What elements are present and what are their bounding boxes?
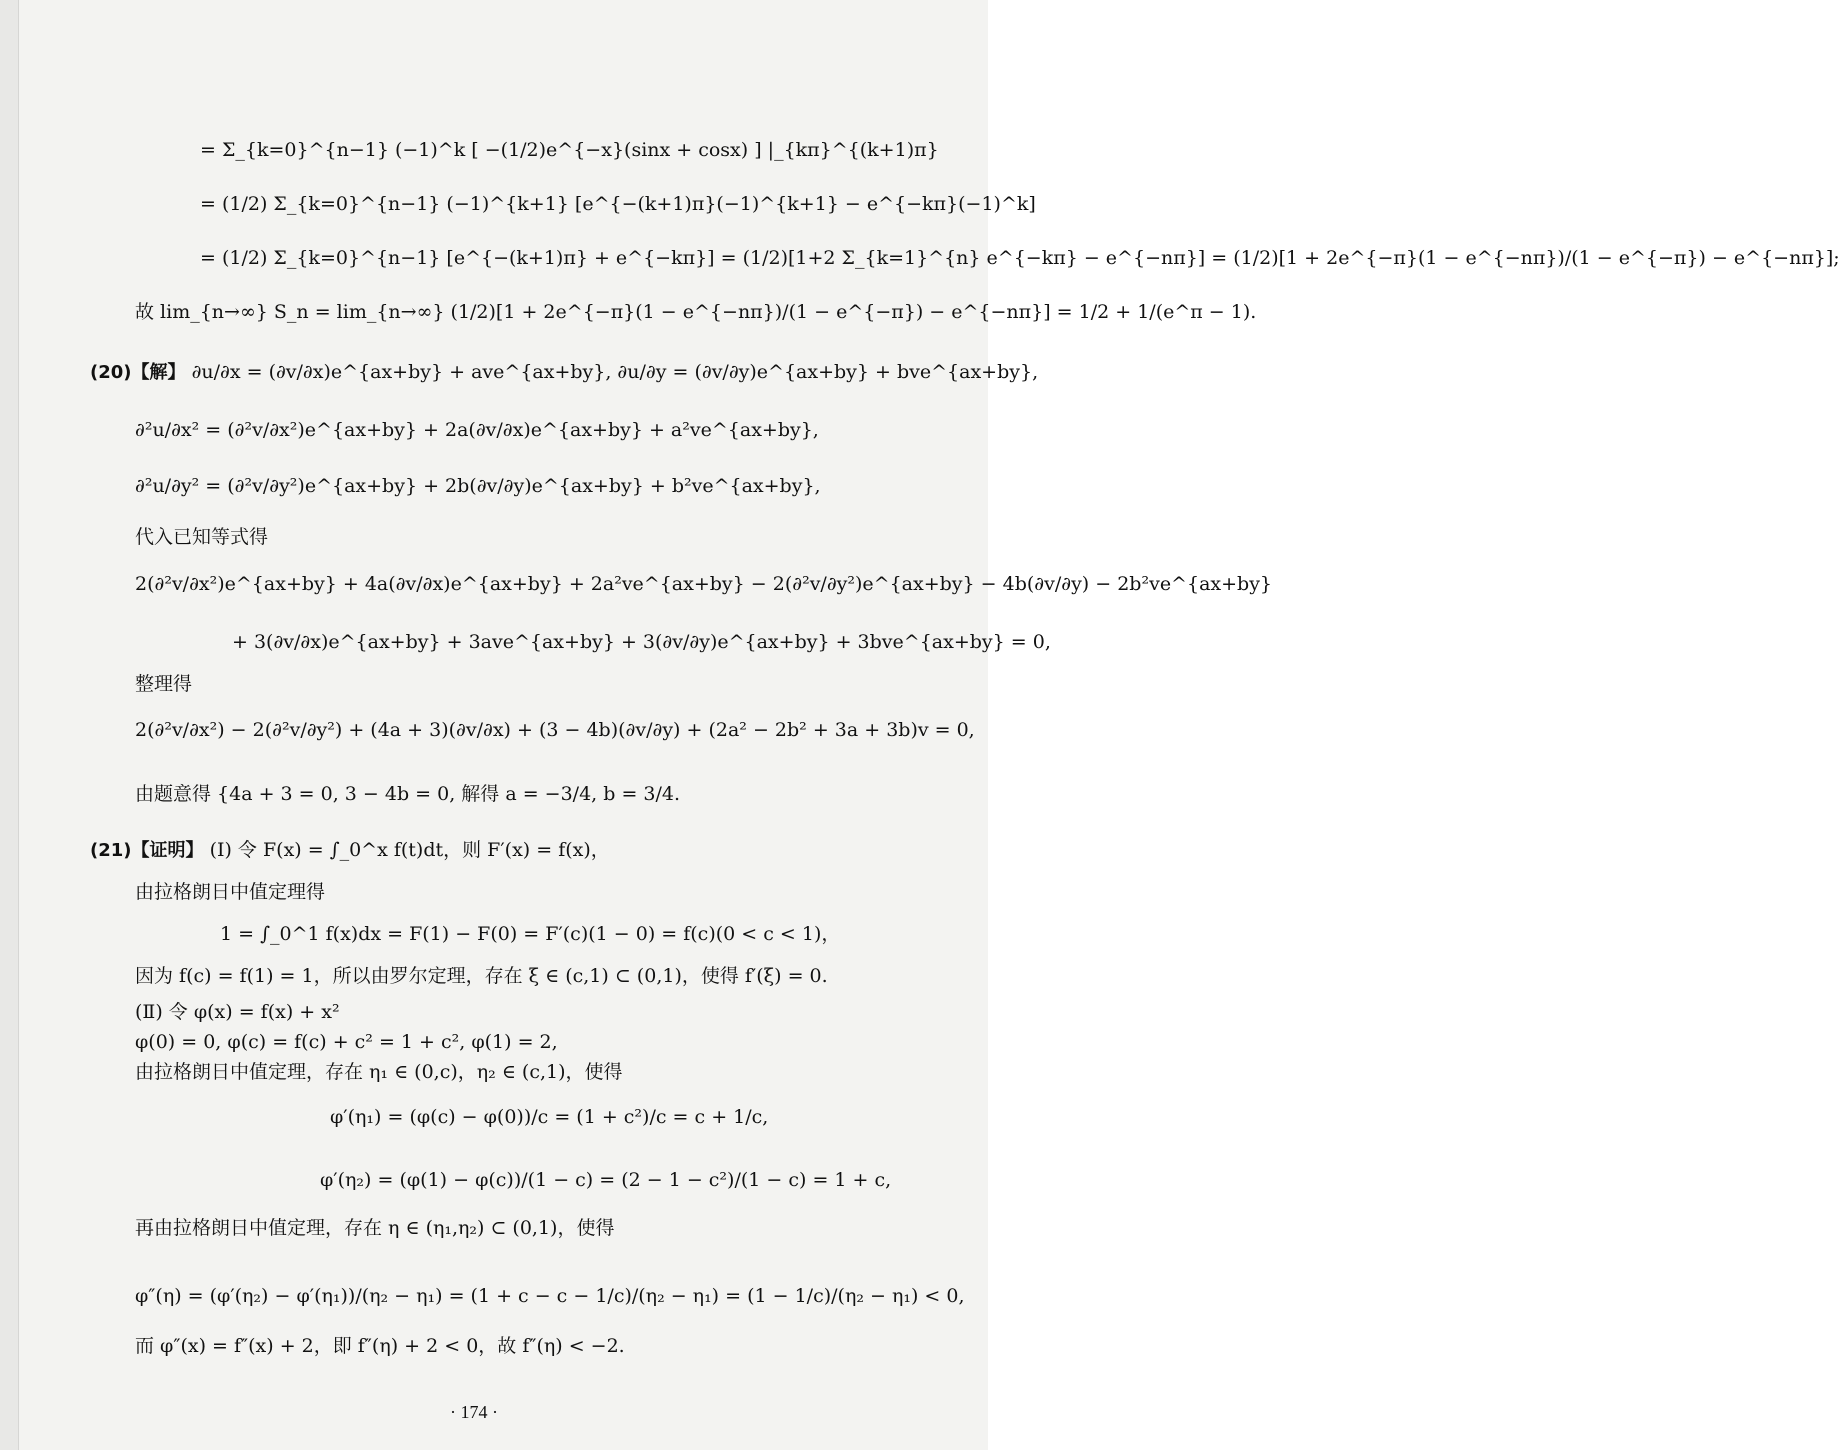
second-derivative-y-line: ∂²u/∂y² = (∂²v/∂y²)e^{ax+by} + 2b(∂v/∂y)e^{ax+by} + b²ve^{ax+by}, [135, 475, 821, 497]
lagrange-text-1: 由拉格朗日中值定理得 [135, 881, 326, 903]
simplified-equation: 2(∂²v/∂x²) − 2(∂²v/∂y²) + (4a + 3)(∂v/∂x) + (3 − 4b)(∂v/∂y) + (2a² − 2b² + 3a + 3b)v = 0, [135, 719, 975, 741]
equation-line-1: = Σ_{k=0}^{n−1} (−1)^k [ −(1/2)e^{−x}(sinx + cosx) ] |_{kπ}^{(k+1)π} [200, 139, 939, 161]
problem-20-first-derivatives: ∂u/∂x = (∂v/∂x)e^{ax+by} + ave^{ax+by}, ∂u/∂y = (∂v/∂y)e^{ax+by} + bve^{ax+by}, [191, 361, 1039, 383]
equation-line-2: = (1/2) Σ_{k=0}^{n−1} (−1)^{k+1} [e^{−(k+1)π}(−1)^{k+1} − e^{−kπ}(−1)^k] [200, 193, 1036, 215]
problem-20-line [90, 360, 1038, 385]
phi-prime-eta2-line: φ′(η₂) = (φ(1) − φ(c))/(1 − c) = (2 − 1 − c²)/(1 − c) = 1 + c, [320, 1169, 892, 1191]
problem-20-label: (20)【解】 [90, 362, 186, 383]
substitute-text: 代入已知等式得 [135, 526, 269, 548]
phi-double-prime-line: φ″(η) = (φ′(η₂) − φ′(η₁))/(η₂ − η₁) = (1 + c − c − 1/c)/(η₂ − η₁) = (1 − 1/c)/(η₂ − η₁) < 0, [135, 1285, 965, 1307]
rolle-conclusion: 因为 f(c) = f(1) = 1，所以由罗尔定理，存在 ξ ∈ (c,1) ⊂ (0,1)，使得 f′(ξ) = 0. [135, 965, 828, 987]
integral-equation: 1 = ∫_0^1 f(x)dx = F(1) − F(0) = F′(c)(1 − 0) = f(c)(0 < c < 1)， [220, 923, 841, 945]
substituted-equation-line-1: 2(∂²v/∂x²)e^{ax+by} + 4a(∂v/∂x)e^{ax+by} + 2a²ve^{ax+by} − 2(∂²v/∂y²)e^{ax+by} − 4b(∂v/∂y) − 2b²ve^{ax+by} [135, 573, 1273, 595]
equation-line-3: = (1/2) Σ_{k=0}^{n−1} [e^{−(k+1)π} + e^{−kπ}] = (1/2)[1+2 Σ_{k=1}^{n} e^{−kπ} − e^{−nπ}] = (1/2)[1 + 2e^{−π}(1 − e^{−nπ})/(1 − e^{−π}) − e^{−nπ}]; [200, 247, 1840, 269]
problem-21-part-1-start: (Ⅰ) 令 F(x) = ∫_0^x f(t)dt，则 F′(x) = f(x)， [209, 839, 610, 861]
problem-21-line [90, 838, 610, 863]
final-conclusion: 而 φ″(x) = f″(x) + 2，即 f″(η) + 2 < 0，故 f″(η) < −2. [135, 1335, 625, 1357]
lagrange-text-3: 再由拉格朗日中值定理，存在 η ∈ (η₁,η₂) ⊂ (0,1)，使得 [135, 1217, 615, 1239]
phi-values-line: φ(0) = 0, φ(c) = f(c) + c² = 1 + c², φ(1) = 2, [135, 1031, 558, 1053]
substituted-equation-line-2: + 3(∂v/∂x)e^{ax+by} + 3ave^{ax+by} + 3(∂v/∂y)e^{ax+by} + 3bve^{ax+by} = 0, [232, 631, 1051, 653]
part-2-definition: (Ⅱ) 令 φ(x) = f(x) + x² [135, 1001, 340, 1023]
problem-21-label: (21)【证明】 [90, 840, 204, 861]
page-number: · 174 · [450, 1402, 498, 1422]
limit-result-line: 故 lim_{n→∞} S_n = lim_{n→∞} (1/2)[1 + 2e^{−π}(1 − e^{−nπ})/(1 − e^{−π}) − e^{−nπ}] = 1/2 + 1/(e^π − 1). [135, 301, 1257, 323]
page-binding-edge [0, 0, 19, 1450]
lagrange-text-2: 由拉格朗日中值定理，存在 η₁ ∈ (0,c)，η₂ ∈ (c,1)，使得 [135, 1061, 623, 1083]
second-derivative-x-line: ∂²u/∂x² = (∂²v/∂x²)e^{ax+by} + 2a(∂v/∂x)e^{ax+by} + a²ve^{ax+by}, [135, 419, 819, 441]
phi-prime-eta1-line: φ′(η₁) = (φ(c) − φ(0))/c = (1 + c²)/c = c + 1/c, [330, 1106, 769, 1128]
solve-a-b-line: 由题意得 {4a + 3 = 0, 3 − 4b = 0, 解得 a = −3/4, b = 3/4. [135, 783, 681, 805]
simplify-text: 整理得 [135, 673, 193, 695]
